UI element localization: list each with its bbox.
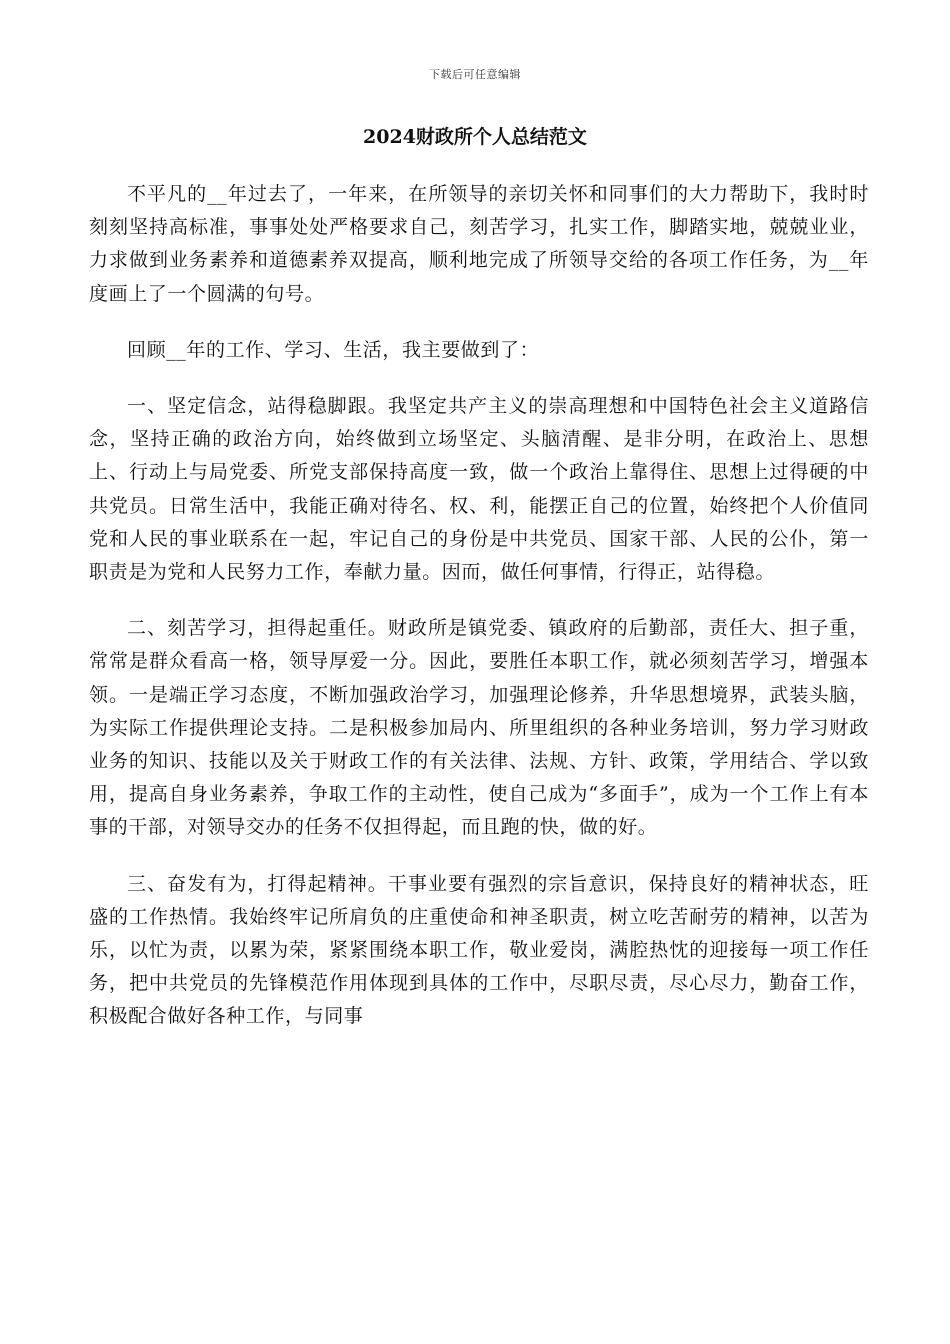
header-note: 下载后可任意编辑 (429, 68, 521, 81)
paragraph-section-3: 三、奋发有为，打得起精神。干事业要有强烈的宗旨意识，保持良好的精神状态，旺盛的工作热情。我始终牢记所肩负的庄重使命和神圣职责，树立吃苦耐劳的精神，以苦为乐，以忙为责，以累为荣，紧紧围绕本职工作，敬业爱岗，满腔热忱的迎接每一项工作任务，把中共党员的先锋模范作用体现到具体的工作中，尽职尽责，尽心尽力，勤奋工作，积极配合做好各种工作，与同事 (89, 872, 869, 1028)
paragraph-section-2: 二、刻苦学习，担得起重任。财政所是镇党委、镇政府的后勤部，责任大、担子重，常常是群众看高一格，领导厚爱一分。因此，要胜任本职工作，就必须刻苦学习，增强本领。一是端正学习态度，不断加强政治学习，加强理论修养，升华思想境界，武装头脑，为实际工作提供理论支持。二是积极参加局内、所里组织的各种业务培训，努力学习财政业务的知识、技能以及关于财政工作的有关法律、法规、方针、政策，学用结合、学以致用，提高自身业务素养，争取工作的主动性，使自己成为“多面手”，成为一个工作上有本事的干部，对领导交办的任务不仅担得起，而且跑的快，做的好。 (89, 617, 869, 839)
document-body (89, 178, 869, 1057)
paragraph-intro: 不平凡的__年过去了，一年来，在所领导的亲切关怀和同事们的大力帮助下，我时时刻刻坚持高标准，事事处处严格要求自己，刻苦学习，扎实工作，脚踏实地，兢兢业业，力求做到业务素养和道德素养双提高，顺利地完成了所领导交给的各项工作任务，为__年度画上了一个圆满的句号。 (89, 183, 869, 305)
document-title: 2024财政所个人总结范文 (363, 126, 587, 148)
paragraph-section-1: 一、坚定信念，站得稳脚跟。我坚定共产主义的崇高理想和中国特色社会主义道路信念，坚持正确的政治方向，始终做到立场坚定、头脑清醒、是非分明，在政治上、思想上、行动上与局党委、所党支部保持高度一致，做一个政治上靠得住、思想上过得硬的中共党员。日常生活中，我能正确对待名、权、利，能摆正自己的位置，始终把个人价值同党和人民的事业联系在一起，牢记自己的身份是中共党员、国家干部、人民的公仆，第一职责是为党和人民努力工作，奉献力量。因而，做任何事情，行得正，站得稳。 (89, 395, 869, 584)
paragraph-review: 回顾__年的工作、学习、生活，我主要做到了： (127, 338, 540, 361)
